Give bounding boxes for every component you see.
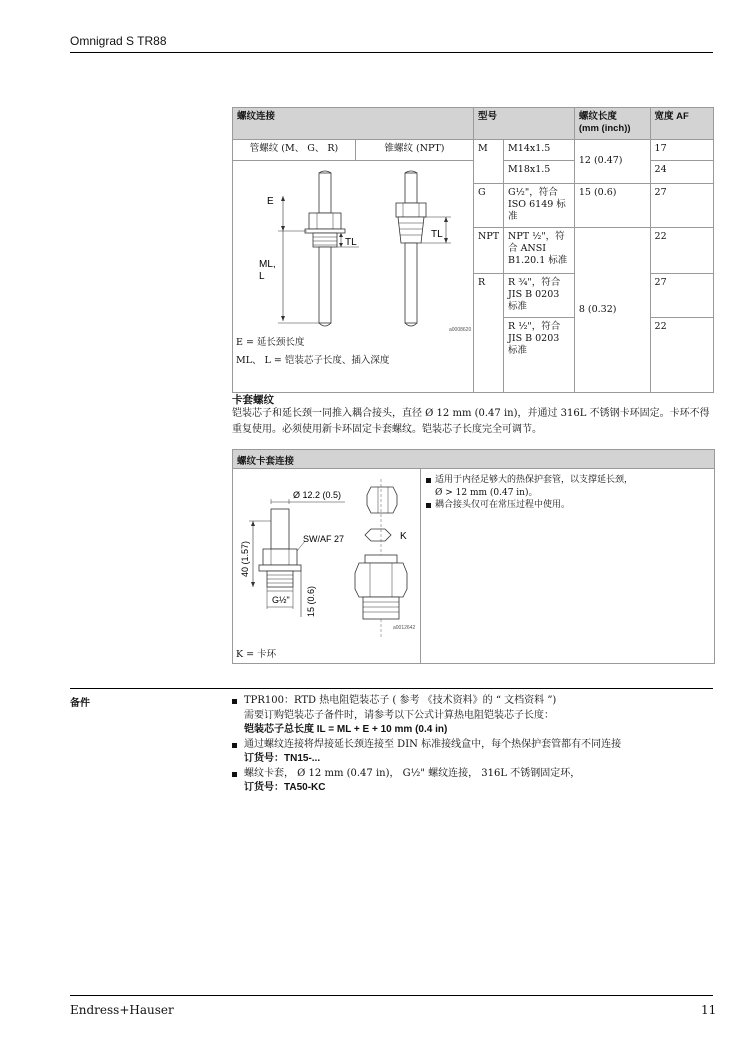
af-cell: 24 (650, 160, 713, 183)
order-number-ta50: 订货号：TA50-KC (244, 782, 326, 793)
length-cell: 15 (0.6) (574, 183, 650, 227)
af-cell: 17 (650, 139, 713, 160)
header-width-af: 宽度 AF (650, 108, 713, 140)
label-l: L (259, 270, 265, 282)
accessories-list (244, 694, 714, 796)
header-type: 型号 (474, 108, 575, 140)
type-cell: G½"，符合 ISO 6149 标准 (504, 183, 575, 227)
ferrule-connection-box (232, 449, 715, 664)
label-tl-left: TL (345, 236, 357, 248)
ferrule-bullet-list (425, 474, 710, 512)
page-number: 11 (701, 1003, 717, 1017)
af-cell: 22 (650, 227, 713, 273)
group-m: M (474, 139, 504, 183)
list-item: 耦合接头仅可在常压过程中使用。 (425, 499, 710, 512)
footer-brand: Endress+Hauser (70, 1003, 174, 1017)
thread-connection-drawing (233, 161, 473, 338)
type-cell: NPT ½"，符合 ANSI B1.20.1 标准 (504, 227, 575, 273)
formula-line: 铠装芯子总长度 IL = ML + E + 10 mm (0.4 in) (244, 724, 448, 735)
af-cell: 27 (650, 273, 713, 317)
figure-code: a0008620 (449, 326, 472, 333)
ferrule-note-k: K = 卡环 (236, 649, 277, 660)
accessories-label: 备件 (70, 698, 90, 709)
header-thread: 螺纹连接 (233, 108, 474, 140)
af-cell: 27 (650, 183, 713, 227)
table-row (233, 139, 714, 160)
header-thread-length: 螺纹长度 (mm (inch)) (574, 108, 650, 140)
af-cell: 22 (650, 317, 713, 392)
thread-notes (236, 334, 389, 370)
ferrule-section-title: 卡套螺纹 (232, 394, 274, 406)
ferrule-figure-code: a0012642 (393, 625, 416, 631)
note-e: E = 延长颈长度 (236, 337, 305, 348)
list-item: 适用于内径足够大的热保护套管，以支撑延长颈， (425, 474, 710, 487)
label-e: E (267, 195, 274, 207)
type-cell: M18x1.5 (504, 160, 575, 183)
label-g-half: G½" (272, 595, 290, 605)
type-cell: M14x1.5 (504, 139, 575, 160)
length-cell: 12 (0.47) (574, 139, 650, 183)
table-header-row (233, 108, 714, 140)
label-tl-right: TL (431, 228, 443, 240)
list-item-continuation: Ø > 12 mm (0.47 in)。 (435, 487, 538, 498)
label-swaf: SW/AF 27 (303, 534, 345, 544)
label-k: K (400, 531, 407, 542)
list-item-line: 需要订购铠装芯子备件时，请参考以下公式计算热电阻铠装芯子长度： (244, 709, 554, 721)
ferrule-section-body: 铠装芯子和延长颈一同推入耦合接头，直径 Ø 12 mm (0.47 in)，并通过 316L 不锈钢卡环固定。卡环不得重复使用。必须使用新卡环固定卡套螺纹。铠装芯子长度完全可调节。 (232, 408, 710, 435)
note-ml: ML、 L = 铠装芯子长度、插入深度 (236, 355, 390, 367)
group-npt: NPT (474, 227, 504, 273)
document-header-title: Omnigrad S TR88 (70, 34, 167, 48)
label-length-40: 40 (1.57) (240, 540, 250, 577)
header-rule (70, 52, 713, 53)
ferrule-connection-drawing (233, 469, 420, 645)
list-item: 螺纹卡套， Ø 12 mm (0.47 in)， G½" 螺纹连接， 316L 不锈钢固定环， (244, 767, 714, 782)
group-g: G (474, 183, 504, 227)
subheader-taper-thread: 锥螺纹 (NPT) (356, 139, 474, 160)
type-cell: R ¾"，符合 JIS B 0203 标准 (504, 273, 575, 317)
accessories-rule (70, 688, 713, 689)
label-length-15: 15 (0.6) (306, 585, 316, 617)
type-cell: R ½"，符合 JIS B 0203 标准 (504, 317, 575, 392)
order-number-tn15: 订货号：TN15-... (244, 753, 321, 764)
label-ml: ML, (259, 258, 276, 270)
subheader-pipe-thread: 管螺纹 (M、 G、 R) (233, 139, 356, 160)
ferrule-box-divider (420, 469, 421, 663)
length-cell: 8 (0.32) (574, 227, 650, 392)
footer-rule (70, 995, 713, 996)
list-item: 通过螺纹连接将焊接延长颈连接至 DIN 标准接线盒中，每个热保护套管都有不同连接 (244, 738, 714, 753)
list-item: TPR100：RTD 热电阻铠装芯子 ( 参考 《技术资料》的 “ 文档资料 ”) (244, 694, 714, 709)
label-diameter: Ø 12.2 (0.5) (293, 490, 342, 500)
ferrule-box-header: 螺纹卡套连接 (233, 450, 714, 469)
group-r: R (474, 273, 504, 392)
